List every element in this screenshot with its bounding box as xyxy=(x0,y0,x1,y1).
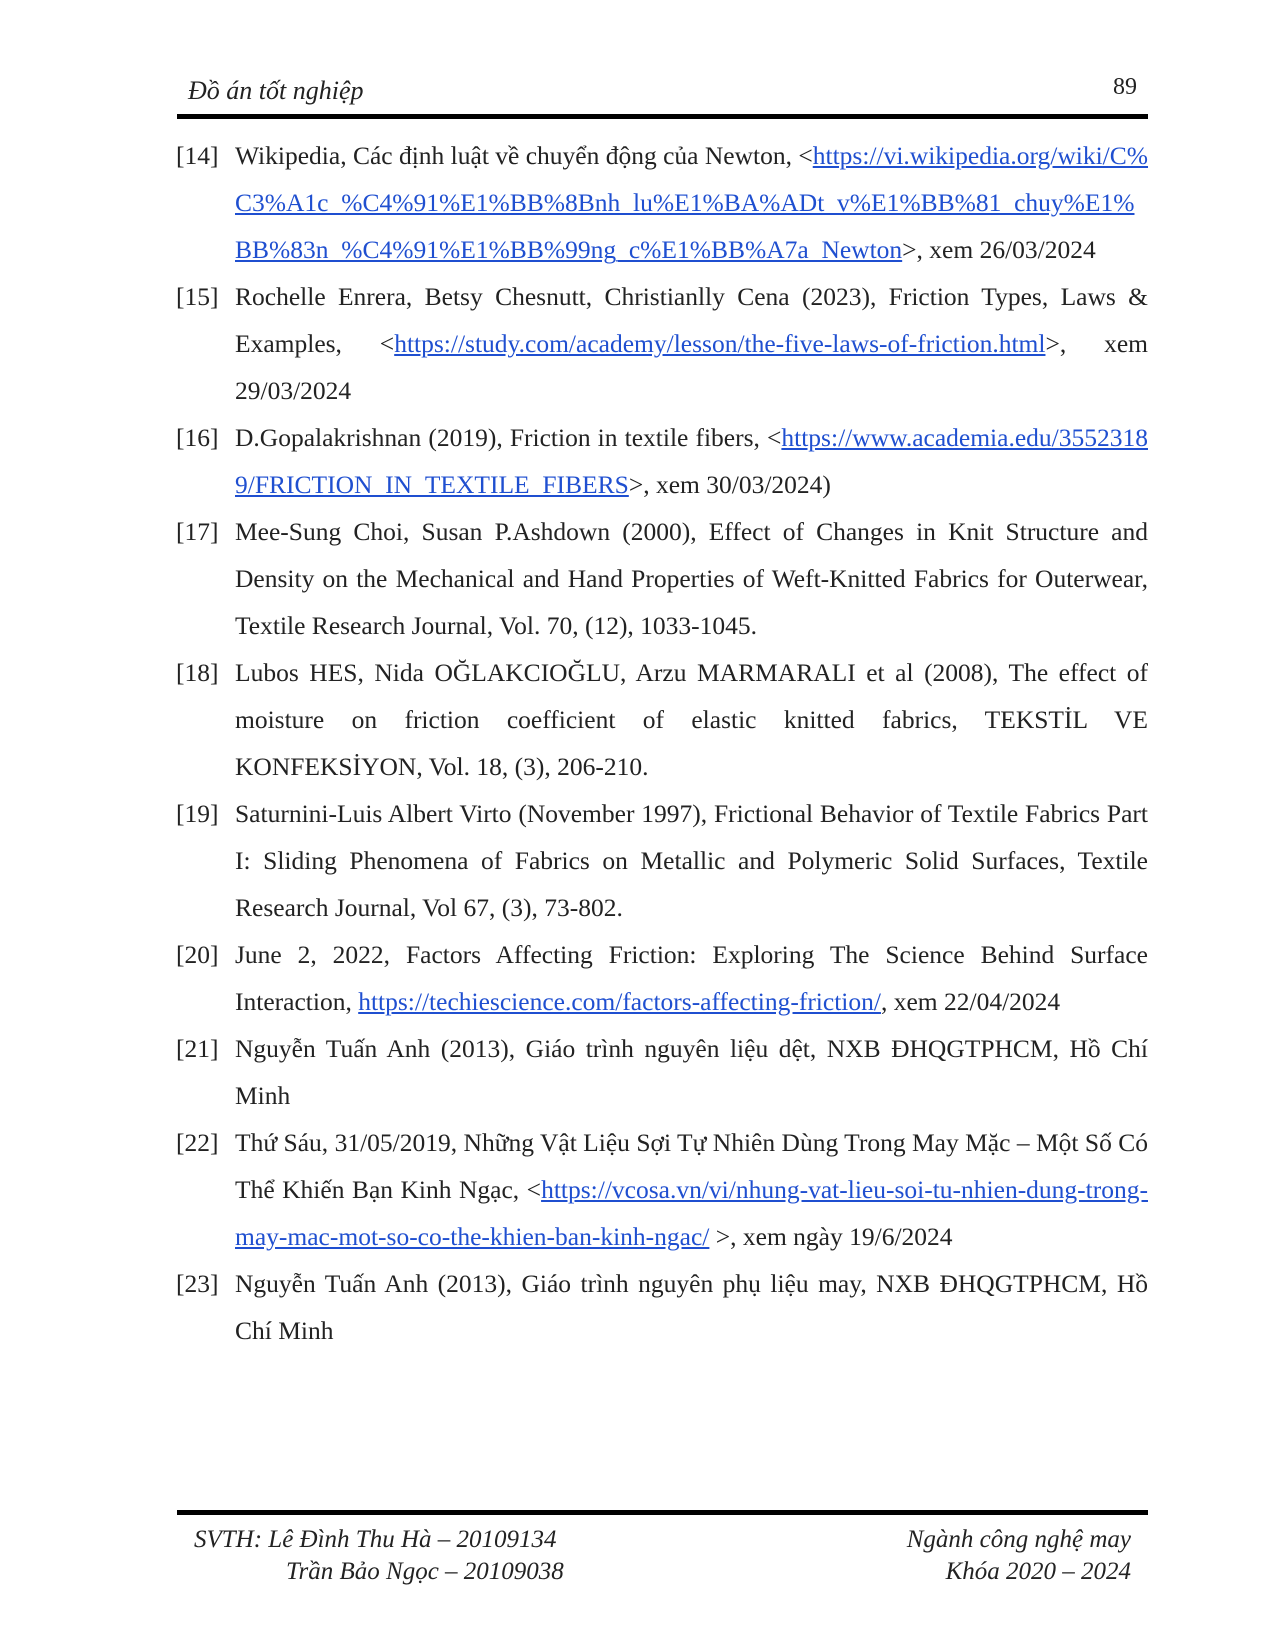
reference-item xyxy=(176,931,1148,1025)
reference-number: [15] xyxy=(176,282,219,311)
reference-item xyxy=(176,1025,1148,1119)
footer-major: Ngành công nghệ may xyxy=(906,1526,1131,1553)
reference-number: [19] xyxy=(176,799,219,828)
reference-number: [17] xyxy=(176,517,219,546)
reference-text: D.Gopalakrishnan (2019), Friction in textile fibers, < xyxy=(235,423,782,452)
reference-number: [20] xyxy=(176,940,219,969)
footer-divider xyxy=(177,1510,1148,1515)
reference-number: [22] xyxy=(176,1128,219,1157)
reference-text-after: >, xem 29/03/2024 xyxy=(235,329,1148,405)
reference-text-after: >, xem ngày 19/6/2024 xyxy=(709,1222,953,1251)
reference-text: Thứ Sáu, 31/05/2019, Những Vật Liệu Sợi Tự Nhiên Dùng Trong May Mặc – Một Số Có Thể Khiến Bạn Kinh Ngạc, < xyxy=(235,1128,1148,1204)
reference-text: Nguyễn Tuấn Anh (2013), Giáo trình nguyên liệu dệt, NXB ĐHQGTPHCM, Hồ Chí Minh xyxy=(235,1034,1148,1110)
reference-link[interactable]: https://vi.wikipedia.org/wiki/C%C3%A1c_%C4%91%E1%BB%8Bnh_lu%E1%BA%ADt_v%E1%BB%81_chuy%E1%BB%83n_%C4%91%E1%BB%99ng_c%E1%BB%A7a_Newton xyxy=(235,141,1149,264)
reference-link[interactable]: https://www.academia.edu/35523189/FRICTION_IN_TEXTILE_FIBERS xyxy=(235,423,1148,499)
document-title: Đồ án tốt nghiệp xyxy=(188,76,364,105)
reference-text: Saturnini-Luis Albert Virto (November 1997), Frictional Behavior of Textile Fabrics Part I: Sliding Phenomena of Fabrics on Metallic and Polymeric Solid Surfaces, Textile Research Journal, Vol 67, (3), 73-802. xyxy=(235,799,1148,922)
reference-item xyxy=(176,273,1148,414)
footer-authors xyxy=(194,1524,614,1588)
footer-author-2: Trần Bảo Ngọc – 20109038 xyxy=(286,1558,564,1585)
footer-cohort: Khóa 2020 – 2024 xyxy=(945,1558,1131,1585)
reference-item xyxy=(176,1260,1148,1354)
reference-text: Mee-Sung Choi, Susan P.Ashdown (2000), Effect of Changes in Knit Structure and Density on the Mechanical and Hand Properties of Weft-Knitted Fabrics for Outerwear, Textile Research Journal, Vol. 70, (12), 1033-1045. xyxy=(235,517,1148,640)
reference-link[interactable]: https://vcosa.vn/vi/nhung-vat-lieu-soi-tu-nhien-dung-trong-may-mac-mot-so-co-the-khien-ban-kinh-ngac/ xyxy=(235,1175,1148,1251)
reference-item xyxy=(176,414,1148,508)
reference-text: June 2, 2022, Factors Affecting Friction: Exploring The Science Behind Surface Interaction, xyxy=(235,940,1148,1016)
reference-text-after: >, xem 30/03/2024) xyxy=(628,470,831,499)
reference-item xyxy=(176,649,1148,790)
page-header xyxy=(180,72,1145,112)
reference-text: Lubos HES, Nida OĞLAKCIOĞLU, Arzu MARMARALI et al (2008), The effect of moisture on friction coefficient of elastic knitted fabrics, TEKSTİL VE KONFEKSİYON, Vol. 18, (3), 206-210. xyxy=(235,658,1148,781)
reference-link[interactable]: https://techiescience.com/factors-affecting-friction/ xyxy=(358,987,881,1016)
reference-number: [14] xyxy=(176,141,219,170)
reference-item xyxy=(176,508,1148,649)
reference-link[interactable]: https://study.com/academy/lesson/the-five-laws-of-friction.html xyxy=(394,329,1046,358)
page-number: 89 xyxy=(1113,74,1137,100)
reference-number: [23] xyxy=(176,1269,219,1298)
reference-text: Nguyễn Tuấn Anh (2013), Giáo trình nguyên phụ liệu may, NXB ĐHQGTPHCM, Hồ Chí Minh xyxy=(235,1269,1148,1345)
header-divider xyxy=(177,114,1148,119)
reference-number: [21] xyxy=(176,1034,219,1063)
reference-number: [16] xyxy=(176,423,219,452)
reference-text-after: >, xem 26/03/2024 xyxy=(902,235,1096,264)
reference-item xyxy=(176,790,1148,931)
reference-text: Rochelle Enrera, Betsy Chesnutt, Christianlly Cena (2023), Friction Types, Laws & Examples, < xyxy=(235,282,1148,358)
reference-number: [18] xyxy=(176,658,219,687)
reference-text-after: , xem 22/04/2024 xyxy=(880,987,1061,1016)
footer-program xyxy=(711,1524,1131,1588)
footer-author-1: SVTH: Lê Đình Thu Hà – 20109134 xyxy=(194,1526,557,1553)
reference-text: Wikipedia, Các định luật về chuyển động của Newton, < xyxy=(235,141,813,170)
reference-list xyxy=(176,132,1148,1354)
reference-item xyxy=(176,1119,1148,1260)
reference-item xyxy=(176,132,1148,273)
